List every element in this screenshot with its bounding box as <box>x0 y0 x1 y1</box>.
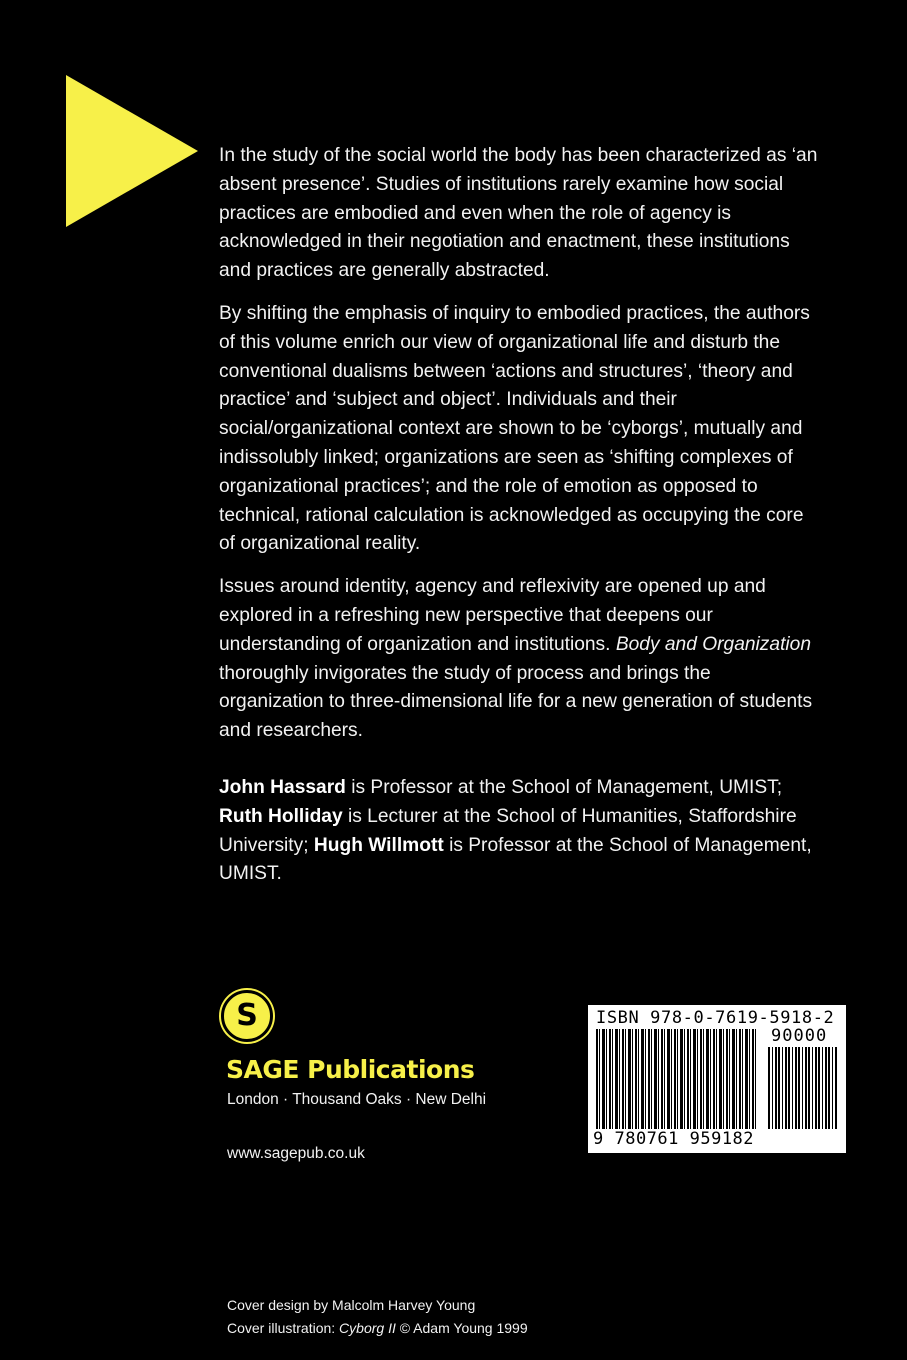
author-bios <box>219 774 819 889</box>
cover-design-credit: Cover design by Malcolm Harvey Young <box>227 1297 476 1313</box>
ean-bars <box>596 1029 756 1129</box>
yellow-triangle-arrow <box>66 75 198 227</box>
publisher-cities: London · Thousand Oaks · New Delhi <box>227 1091 487 1108</box>
cover-credits <box>227 1294 528 1340</box>
author-name-2: Ruth Holliday <box>219 805 343 827</box>
sage-logo-icon <box>221 990 273 1042</box>
author-bio-1: is Professor at the School of Management, UMIST; <box>345 776 783 798</box>
publisher-url: www.sagepub.co.uk <box>227 1145 365 1162</box>
author-name-3: Hugh Willmott <box>313 834 444 856</box>
back-cover-blurb <box>219 142 819 903</box>
illustration-title: Cyborg II <box>339 1320 396 1336</box>
blurb-paragraph-2: By shifting the emphasis of inquiry to embodied practices, the authors of this volume enrich our view of organizational life and disturb the conventional dualisms between ‘actions and structures’, ‘theory and practice’ and ‘subject and object’. Individuals and their social/organizational context are shown to be ‘cyborgs’, mutually and indissolubly linked; organizations are seen as ‘shifting complexes of organizational practices’; and the role of emotion as opposed to technical, rational calculation is acknowledged as occupying the core of organizational reality. <box>219 302 810 555</box>
author-bio-2: is Lecturer at the School of Humanities, Staffordshire University; <box>219 805 797 856</box>
blurb-paragraph-3 <box>219 573 819 746</box>
price-addon-number: 90000 <box>771 1026 828 1046</box>
isbn-barcode <box>588 1005 846 1153</box>
isbn-text: ISBN 978-0-7619-5918-2 <box>596 1008 835 1028</box>
author-name-1: John Hassard <box>219 776 346 798</box>
cover-illustration-credit <box>227 1317 528 1340</box>
blurb-p3-end: thoroughly invigorates the study of process and brings the organization to three-dimensional life for a new generation of students and researchers. <box>219 662 813 742</box>
illustration-suffix: © Adam Young 1999 <box>395 1320 528 1336</box>
publisher-name: SAGE Publications <box>226 1055 475 1084</box>
book-title: Body and Organization <box>615 633 812 655</box>
ean-number: 9 780761 959182 <box>593 1129 755 1149</box>
author-bio-3: is Professor at the School of Management, UMIST. <box>219 834 812 885</box>
blurb-paragraph-1: In the study of the social world the body has been characterized as ‘an absent presence’. Studies of institutions rarely examine how social practices are embodied and even when the role of agency is acknowledged in their negotiation and enactment, these institutions and practices are generally abstracted. <box>219 145 818 282</box>
illustration-prefix: Cover illustration: <box>227 1320 340 1336</box>
blurb-p3-start: Issues around identity, agency and reflexivity are opened up and explored in a refreshing new perspective that deepens our understanding of organization and institutions. <box>219 576 766 655</box>
addon-bars <box>768 1047 838 1129</box>
sage-logo-letter: S <box>236 998 258 1033</box>
